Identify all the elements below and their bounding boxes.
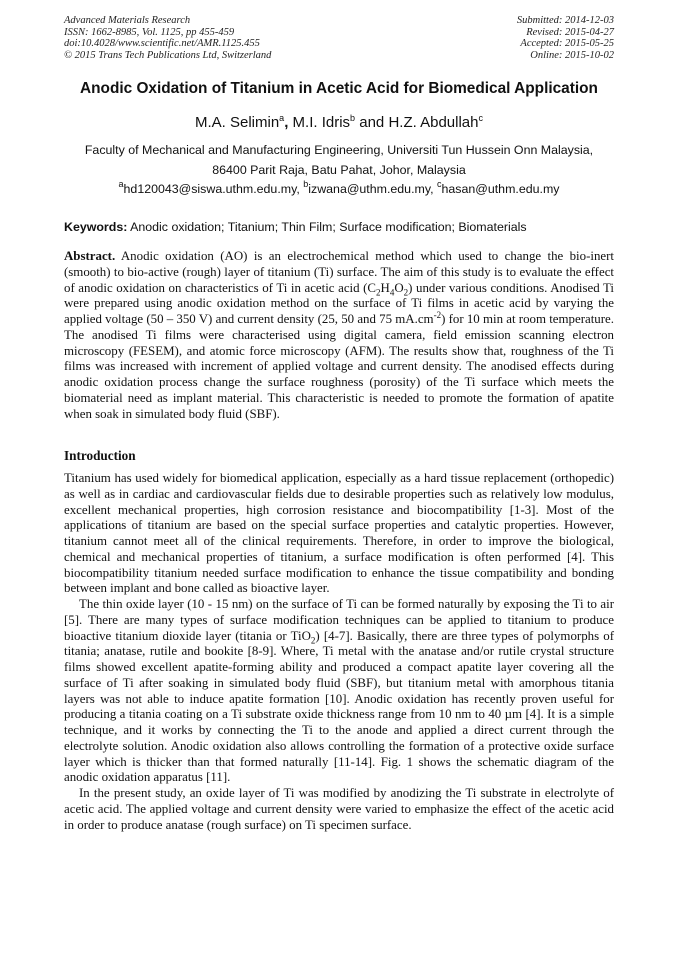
author-separator: and [355, 114, 389, 131]
abstract [64, 249, 614, 422]
date-online: Online: 2015-10-02 [530, 49, 614, 61]
author-name: H.Z. Abdullah [388, 114, 479, 131]
author-marker: a [279, 113, 285, 123]
section-heading: Introduction [64, 448, 136, 463]
affiliation-line-1: Faculty of Mechanical and Manufacturing Engineering, Universiti Tun Hussein Onn Malaysia, [84, 143, 594, 157]
keywords-label: Keywords: [64, 220, 128, 234]
abstract-paragraph [64, 249, 614, 422]
email-link[interactable]: izwana@uthm.edu.my, [308, 182, 437, 196]
journal-copyright: © 2015 Trans Tech Publications Ltd, Switzerland [64, 49, 272, 61]
formula-subscript: 2 [310, 635, 316, 646]
author-marker: c [478, 113, 483, 123]
unit-superscript: -2 [433, 310, 442, 320]
abstract-label: Abstract. [64, 249, 116, 263]
abstract-text: Anodic oxidation (AO) is an electrochemical method which used to change the bio-inert (smooth) to bio-active (rough) layer of titanium (Ti) surface. The aim of this study is to evaluate the effect of anodic oxidation on characteristics of Ti in acetic acid (C [64, 249, 614, 295]
abstract-text: ) for 10 min at room temperature. The anodised Ti films were characterised using digital camera, field emission scanning electron microscopy (FESEM), and atomic force microscopy (AFM). The results show that, roughness of the Ti films was increased with increment of applied voltage and current density. The anodised effects during anodic oxidation process change the surface roughness (porosity) of the Ti surface which meets the biomaterial need as implant material. This characteristic is needed to promote the formation of apatite when soak in simulated body fluid (SBF). [64, 312, 614, 421]
date-submitted: Submitted: 2014-12-03 [516, 15, 614, 26]
author-marker: b [350, 113, 356, 123]
email-marker: c [437, 179, 442, 189]
date-accepted: Accepted: 2015-05-25 [520, 38, 614, 50]
author-name: M.I. Idris [292, 114, 351, 131]
email-marker: a [118, 179, 124, 189]
author-list [0, 114, 678, 131]
formula-subscript: 4 [389, 287, 395, 298]
paper-title: Anodic Oxidation of Titanium in Acetic Acid for Biomedical Application [80, 80, 598, 97]
keywords [64, 220, 624, 234]
affiliation-line-2: 86400 Parit Raja, Batu Pahat, Johor, Malaysia [212, 163, 466, 177]
author-separator: , [284, 114, 293, 131]
email-link[interactable]: hd120043@siswa.uthm.edu.my, [123, 182, 304, 196]
intro-paragraph-2 [64, 597, 614, 786]
formula-subscript: 2 [376, 287, 381, 298]
keywords-text: Anodic oxidation; Titanium; Thin Film; Surface modification; Biomaterials [127, 220, 527, 234]
email-marker: b [303, 179, 309, 189]
journal-info [64, 15, 271, 61]
journal-doi: doi:10.4028/www.scientific.net/AMR.1125.455 [64, 38, 260, 50]
email-link[interactable]: hasan@uthm.edu.my [441, 182, 560, 196]
abstract-text: ) under various conditions. Anodised Ti were prepared using anodic oxidation method on the surface of Ti films in acetic acid by varying the applied voltage (50 – 350 V) and current density (25, 50 and 75 mA.cm [64, 280, 614, 326]
intro-paragraph-1: Titanium has used widely for biomedical application, especially as a hard tissue replacement (orthopedic) as well as in cardiac and cardiovascular fields due to desirable properties such as relatively low modulus, excellent mechanical properties, high corrosion resistance and biocompatibility [1-3]. Most of the applications of titanium are based on the special surface properties and catalytic properties. However, titanium cannot meet all of the clinical requirements. Therefore, in order to improve the biological, chemical and mechanical properties of titanium, a surface modification is often performed [4]. This biocompatibility titanium needed surface modification to enhance the tissue compatibility and bonding between implant and bone called as bioactive layer. [64, 471, 614, 596]
formula-text: O [394, 280, 404, 295]
author-emails [0, 179, 678, 196]
journal-issn: ISSN: 1662-8985, Vol. 1125, pp 455-459 [64, 26, 235, 38]
author-name: M.A. Selimin [194, 114, 280, 131]
introduction-body [64, 471, 614, 833]
intro-paragraph-3: In the present study, an oxide layer of Ti was modified by anodizing the Ti substrate in electrolyte of acetic acid. The applied voltage and current density were varied to emphasize the effect of the acetic acid in order to produce anatase (rough surface) on Ti specimen surface. [64, 786, 614, 832]
formula-subscript: 2 [403, 287, 409, 298]
paragraph-text: ) [4-7]. Basically, there are three types of polymorphs of titania; anatase, rutile and bookite [8-9]. Where, Ti metal with the anatase and/or rutile crystal structure films showed excellent apatite-forming ability and produced a compact apatite layer covering all the surface of Ti after soaking in simulated body fluid (SBF), but titanium metal with amorphous titania layers was not able to induce apatite formation [10]. Anodic oxidation has recently proven useful for producing a titania coating on a Ti substrate oxide thickness range from 10 nm to 40 µm [4]. It is a simple technique, and it works by connecting the Ti to the anode and applied a direct current through the electrolyte solution. Anodic oxidation also allows controlling the formation of a protective oxide surface layer which is thicker than that formed naturally [11-14]. Fig. 1 shows the schematic diagram of the anodic oxidation apparatus [11]. [64, 628, 614, 785]
date-revised: Revised: 2015-04-27 [526, 26, 614, 38]
journal-name: Advanced Materials Research [64, 15, 191, 26]
publication-dates [517, 15, 614, 61]
paragraph-text: The thin oxide layer (10 - 15 nm) on the surface of Ti can be formed naturally by exposing the Ti to air [5]. There are many types of surface modification techniques can be applied to titanium to produce bioactive titanium dioxide layer (titania or TiO [64, 597, 614, 643]
formula-text: H [380, 280, 390, 295]
